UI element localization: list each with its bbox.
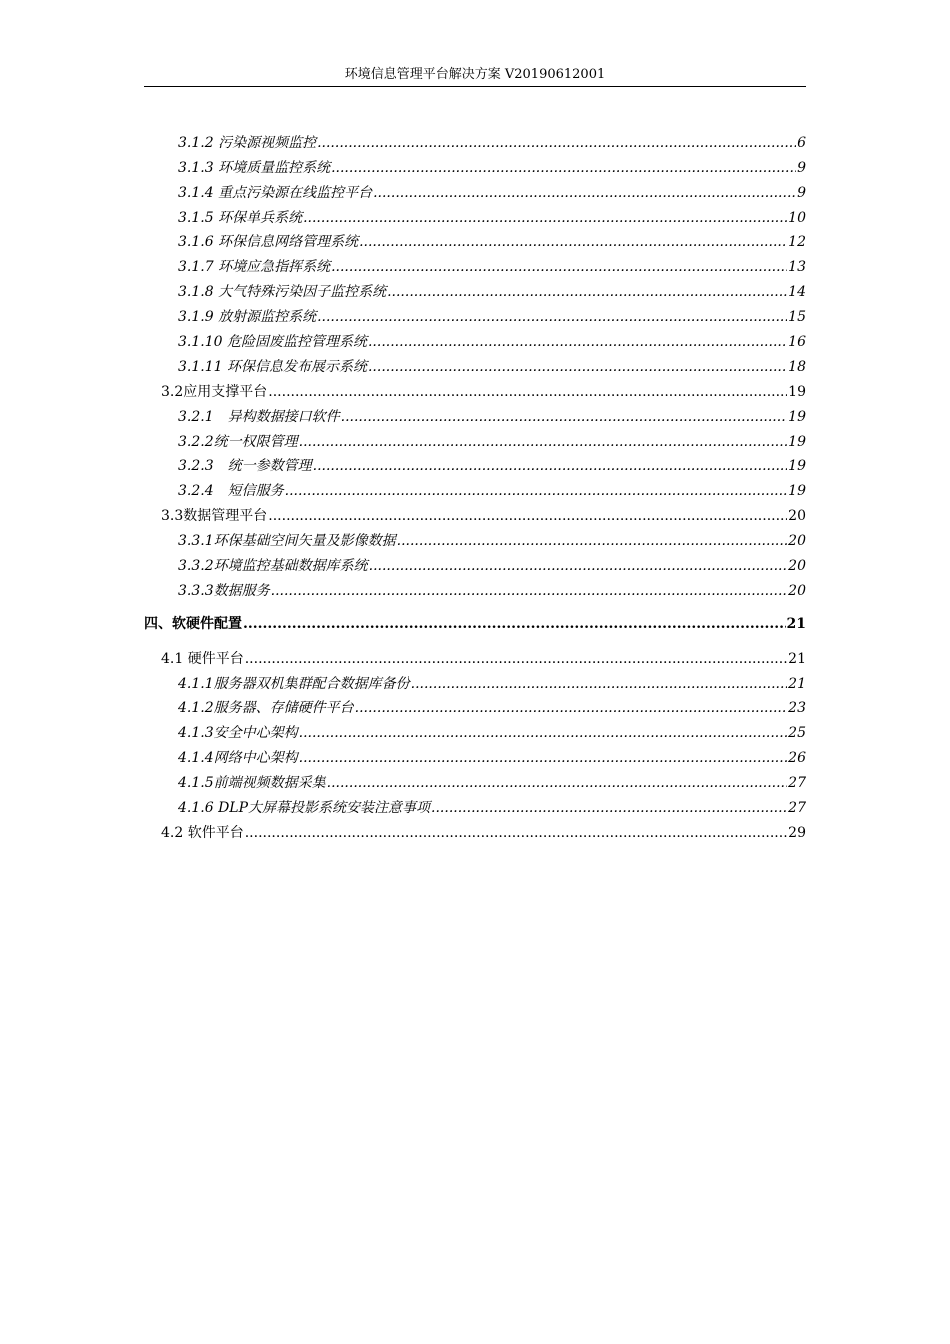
table-of-contents bbox=[144, 127, 806, 842]
toc-entry-label: 3.3数据管理平台 bbox=[161, 508, 268, 525]
toc-entry[interactable] bbox=[144, 301, 806, 326]
toc-leader-dots bbox=[331, 159, 796, 177]
toc-entry-label: 3.1.8 大气特殊污染因子监控系统 bbox=[178, 284, 387, 301]
toc-entry-label: 3.3.3数据服务 bbox=[178, 582, 270, 599]
toc-entry[interactable] bbox=[144, 326, 806, 351]
toc-entry[interactable] bbox=[144, 643, 806, 668]
toc-entry-label: 3.2.1 异构数据接口软件 bbox=[178, 408, 340, 425]
toc-entry-label: 4.1.5前端视频数据采集 bbox=[178, 775, 326, 792]
toc-entry-page-number: 19 bbox=[788, 483, 806, 500]
toc-entry-label: 3.1.2 污染源视频监控 bbox=[178, 134, 317, 151]
toc-entry-page-number: 27 bbox=[788, 775, 806, 792]
toc-entry-page-number: 16 bbox=[788, 334, 806, 351]
toc-entry-label: 3.2.3 统一参数管理 bbox=[178, 458, 312, 475]
toc-leader-dots bbox=[327, 774, 788, 792]
toc-entry[interactable] bbox=[144, 608, 806, 633]
toc-entry-page-number: 20 bbox=[788, 533, 806, 550]
header-rule bbox=[144, 86, 806, 87]
toc-entry-label: 4.1 硬件平台 bbox=[161, 650, 244, 667]
toc-leader-dots bbox=[313, 457, 788, 475]
toc-entry[interactable] bbox=[144, 525, 806, 550]
toc-entry[interactable] bbox=[144, 575, 806, 600]
toc-entry[interactable] bbox=[144, 500, 806, 525]
toc-leader-dots bbox=[431, 799, 787, 817]
toc-entry-page-number: 21 bbox=[786, 615, 806, 632]
toc-leader-dots bbox=[243, 615, 786, 633]
toc-entry-label: 3.1.10 危险固废监控管理系统 bbox=[178, 334, 367, 351]
toc-entry[interactable] bbox=[144, 792, 806, 817]
toc-leader-dots bbox=[268, 383, 787, 401]
toc-entry[interactable] bbox=[144, 401, 806, 426]
toc-entry-page-number: 26 bbox=[788, 750, 806, 767]
toc-entry-page-number: 21 bbox=[788, 675, 806, 692]
toc-entry[interactable] bbox=[144, 276, 806, 301]
toc-entry-label: 3.2.2统一权限管理 bbox=[178, 433, 298, 450]
toc-entry-label: 3.1.3 环境质量监控系统 bbox=[178, 159, 331, 176]
toc-leader-dots bbox=[245, 824, 787, 842]
toc-leader-dots bbox=[331, 258, 787, 276]
toc-leader-dots bbox=[341, 408, 788, 426]
toc-entry-page-number: 25 bbox=[788, 725, 806, 742]
toc-leader-dots bbox=[355, 699, 788, 717]
toc-entry-label: 4.1.2服务器、存储硬件平台 bbox=[178, 700, 354, 717]
toc-entry-label: 4.1.4网络中心架构 bbox=[178, 750, 298, 767]
toc-entry[interactable] bbox=[144, 668, 806, 693]
toc-entry[interactable] bbox=[144, 475, 806, 500]
toc-entry-page-number: 15 bbox=[788, 309, 806, 326]
toc-entry[interactable] bbox=[144, 202, 806, 227]
toc-entry[interactable] bbox=[144, 742, 806, 767]
toc-entry[interactable] bbox=[144, 451, 806, 476]
toc-entry-page-number: 13 bbox=[788, 259, 806, 276]
toc-entry-label: 3.3.2环境监控基础数据库系统 bbox=[178, 558, 368, 575]
toc-entry[interactable] bbox=[144, 127, 806, 152]
toc-entry-page-number: 14 bbox=[788, 284, 806, 301]
toc-leader-dots bbox=[373, 184, 796, 202]
toc-entry-page-number: 23 bbox=[788, 700, 806, 717]
toc-leader-dots bbox=[245, 650, 787, 668]
toc-spacer bbox=[144, 600, 806, 608]
toc-entry[interactable] bbox=[144, 767, 806, 792]
toc-entry-label: 4.1.3安全中心架构 bbox=[178, 725, 298, 742]
toc-entry-page-number: 29 bbox=[788, 824, 806, 841]
toc-entry-page-number: 20 bbox=[788, 558, 806, 575]
toc-entry-label: 3.1.4 重点污染源在线监控平台 bbox=[178, 184, 373, 201]
toc-leader-dots bbox=[317, 308, 787, 326]
toc-leader-dots bbox=[368, 358, 787, 376]
toc-leader-dots bbox=[411, 675, 788, 693]
toc-entry[interactable] bbox=[144, 376, 806, 401]
toc-entry-label: 3.2应用支撑平台 bbox=[161, 383, 268, 400]
toc-leader-dots bbox=[387, 283, 787, 301]
toc-leader-dots bbox=[317, 134, 796, 152]
toc-entry-page-number: 19 bbox=[788, 383, 806, 400]
toc-leader-dots bbox=[397, 532, 788, 550]
toc-entry[interactable] bbox=[144, 227, 806, 252]
toc-entry[interactable] bbox=[144, 251, 806, 276]
toc-entry-label: 4.1.6 DLP大屏幕投影系统安装注意事项 bbox=[178, 800, 431, 817]
toc-entry-page-number: 27 bbox=[788, 800, 806, 817]
toc-entry-page-number: 9 bbox=[797, 184, 806, 201]
toc-leader-dots bbox=[299, 724, 788, 742]
toc-spacer bbox=[144, 633, 806, 643]
toc-entry-page-number: 19 bbox=[788, 408, 806, 425]
toc-entry-label: 3.1.11 环保信息发布展示系统 bbox=[178, 358, 367, 375]
toc-entry-label: 4.2 软件平台 bbox=[161, 824, 244, 841]
toc-entry-label: 4.1.1服务器双机集群配合数据库备份 bbox=[178, 675, 410, 692]
toc-entry-page-number: 12 bbox=[788, 234, 806, 251]
page-header-title: 环境信息管理平台解决方案 V20190612001 bbox=[344, 67, 606, 82]
toc-entry-page-number: 20 bbox=[788, 582, 806, 599]
toc-leader-dots bbox=[299, 433, 788, 451]
toc-leader-dots bbox=[271, 582, 788, 600]
toc-leader-dots bbox=[285, 482, 788, 500]
toc-entry[interactable] bbox=[144, 426, 806, 451]
toc-entry-page-number: 19 bbox=[788, 458, 806, 475]
toc-entry-page-number: 19 bbox=[788, 433, 806, 450]
toc-entry[interactable] bbox=[144, 817, 806, 842]
toc-entry[interactable] bbox=[144, 550, 806, 575]
toc-entry-label: 3.2.4 短信服务 bbox=[178, 483, 284, 500]
toc-entry[interactable] bbox=[144, 152, 806, 177]
toc-entry-page-number: 18 bbox=[788, 358, 806, 375]
toc-entry-label: 3.1.9 放射源监控系统 bbox=[178, 309, 317, 326]
toc-entry-page-number: 10 bbox=[788, 209, 806, 226]
toc-entry-label: 3.1.6 环保信息网络管理系统 bbox=[178, 234, 359, 251]
toc-entry-page-number: 9 bbox=[797, 159, 806, 176]
toc-entry-label: 3.1.5 环保单兵系统 bbox=[178, 209, 303, 226]
toc-entry[interactable] bbox=[144, 177, 806, 202]
toc-entry[interactable] bbox=[144, 717, 806, 742]
toc-leader-dots bbox=[299, 749, 788, 767]
toc-entry[interactable] bbox=[144, 351, 806, 376]
toc-leader-dots bbox=[359, 233, 787, 251]
toc-leader-dots bbox=[268, 507, 787, 525]
toc-entry-label: 3.3.1环保基础空间矢量及影像数据 bbox=[178, 533, 396, 550]
toc-entry-label: 四、软硬件配置 bbox=[144, 615, 242, 632]
toc-entry-page-number: 6 bbox=[797, 134, 806, 151]
toc-entry-page-number: 21 bbox=[788, 650, 806, 667]
toc-entry[interactable] bbox=[144, 693, 806, 718]
toc-leader-dots bbox=[369, 557, 788, 575]
toc-leader-dots bbox=[368, 333, 787, 351]
toc-entry-label: 3.1.7 环境应急指挥系统 bbox=[178, 259, 331, 276]
toc-leader-dots bbox=[303, 209, 787, 227]
toc-entry-page-number: 20 bbox=[788, 508, 806, 525]
